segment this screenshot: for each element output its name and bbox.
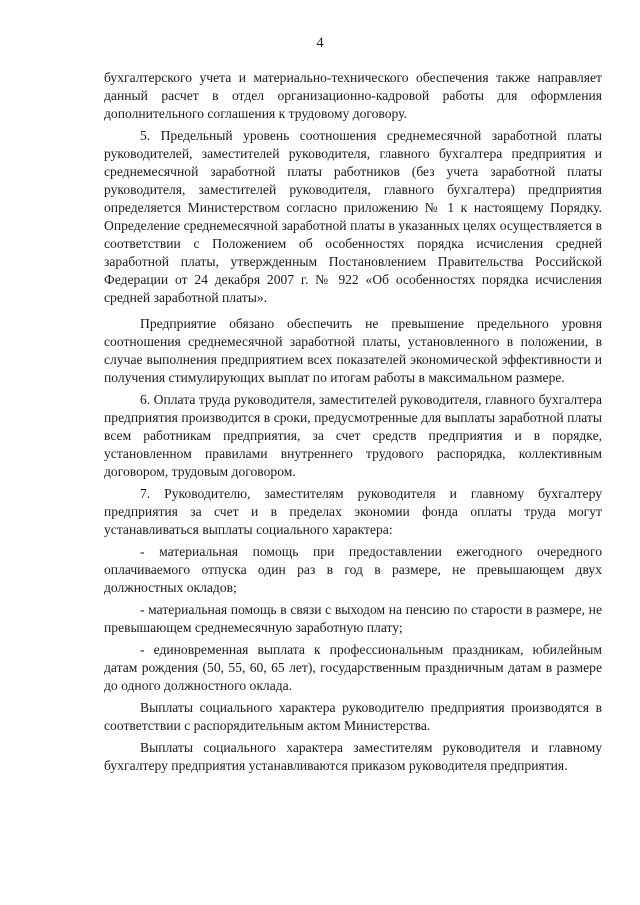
paragraph-clause-6: 6. Оплата труда руководителя, заместителей руководителя, главного бухгалтера предприятия производится в сроки, предусмотренные для выплаты заработной платы всем работникам предприятия, за счет средств предприятия и в порядке, установленном правилами внутреннего трудового распорядка, коллективным договором, трудовым договором. (104, 392, 602, 479)
paragraph-clause-5: 5. Предельный уровень соотношения среднемесячной заработной платы руководителей, заместителей руководителя, главного бухгалтера предприятия и среднемесячной заработной платы работников (без учета заработной платы руководителя, заместителей руководителя, главного бухгалтера) предприятия определяется Министерством согласно приложению № 1 к настоящему Порядку. Определение среднемесячной заработной платы в указанных целях осуществляется в соответствии с Положением об особенностях порядка исчисления средней заработной платы, утвержденным Постановлением Правительства Российской Федерации от 24 декабря 2007 г. № 922 «Об особенностях порядка исчисления средней заработной платы». (104, 128, 602, 305)
paragraph-clause-7: 7. Руководителю, заместителям руководителя и главному бухгалтеру предприятия за счет и в пределах экономии фонда оплаты труда могут устанавливаться выплаты социального характера: (104, 486, 602, 537)
document-body (104, 69, 602, 779)
list-item-holiday-payment: - единовременная выплата к профессиональным праздникам, юбилейным датам рождения (50, 55, 60, 65 лет), государственным праздничным датам в размере до одного должностного оклада. (104, 642, 602, 693)
list-item-pension-aid: - материальная помощь в связи с выходом на пенсию по старости в размере, не превышающем среднемесячную заработную плату; (104, 602, 602, 635)
paragraph-continuation: бухгалтерского учета и материально-технического обеспечения также направляет данный расчет в отдел организационно-кадровой работы для оформления дополнительного соглашения к трудовому договору. (104, 70, 602, 121)
paragraph-limit-obligation: Предприятие обязано обеспечить не превышение предельного уровня соотношения среднемесячной заработной платы, установленного в положении, в случае выполнения предприятием всех показателей экономической эффективности и получения стимулирующих выплат по итогам работы в максимальном размере. (104, 316, 602, 385)
list-item-vacation-aid: - материальная помощь при предоставлении ежегодного очередного оплачиваемого отпуска один раз в год в размере, не превышающем двух должностных окладов; (104, 544, 602, 595)
paragraph-deputies-payments: Выплаты социального характера заместителям руководителя и главному бухгалтеру предприятия устанавливаются приказом руководителя предприятия. (104, 740, 602, 773)
page-number: 4 (316, 35, 324, 51)
paragraph-director-payments: Выплаты социального характера руководителю предприятия производятся в соответствии с распорядительным актом Министерства. (104, 700, 602, 733)
